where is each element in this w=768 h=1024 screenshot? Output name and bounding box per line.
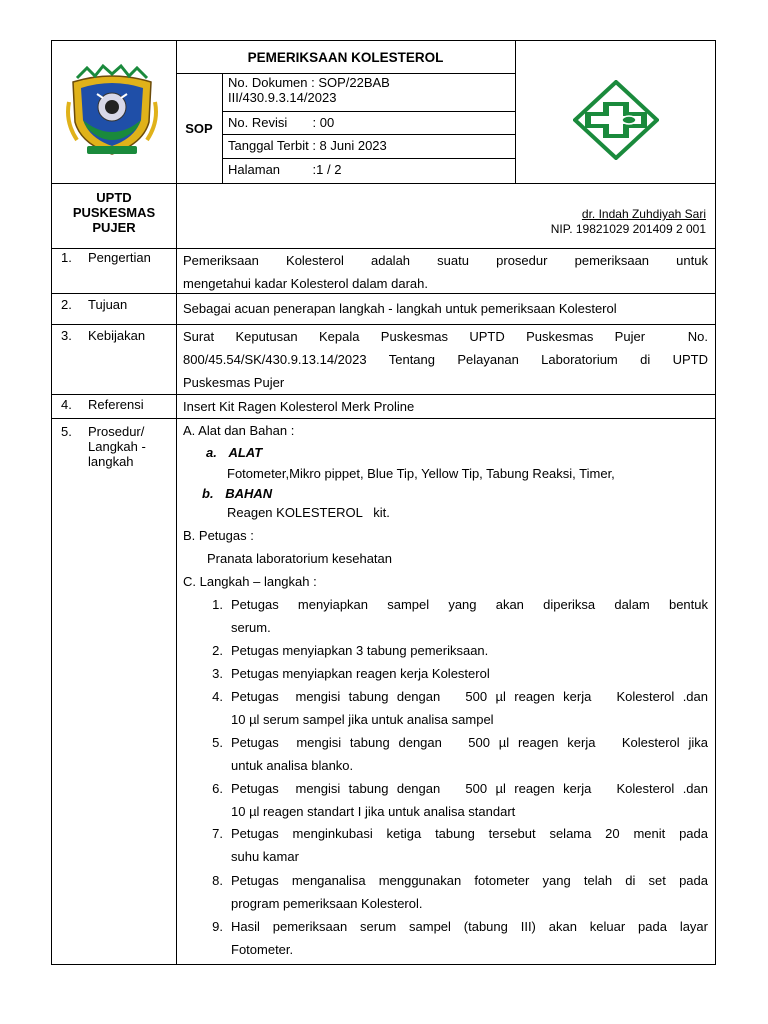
- prosedur-heading-b: B. Petugas :: [183, 528, 254, 543]
- col-divider-sop: [222, 73, 223, 183]
- section-content-referensi: Insert Kit Ragen Kolesterol Merk Proline: [183, 399, 415, 414]
- alat-label: ALAT: [228, 445, 263, 460]
- signatory-name: dr. Indah Zuhdiyah Sari: [581, 207, 706, 221]
- step-number: 8.: [212, 873, 223, 888]
- pengertian-line2: mengetahui kadar Kolesterol dalam darah.: [183, 276, 428, 291]
- signatory-block: [551, 207, 706, 237]
- step-number: 3.: [212, 666, 223, 681]
- alat-item: [206, 441, 262, 464]
- step-text-line1: Petugas menyiapkan 3 tabung pemeriksaan.: [231, 643, 489, 658]
- section-content-pengertian: [183, 249, 708, 295]
- kebijakan-line2: 800/45.54/SK/430.9.13.14/2023 Tentang Pelayanan Laboratorium di UPTD: [183, 352, 708, 367]
- section-number: 4.: [61, 397, 72, 412]
- step-text-line1: Petugas menganalisa menggunakan fotometer yang telah di set pada: [231, 873, 708, 888]
- pengertian-line1: Pemeriksaan Kolesterol adalah suatu prosedur pemeriksaan untuk: [183, 253, 708, 268]
- tanggal-terbit: Tanggal Terbit : 8 Juni 2023: [228, 138, 387, 153]
- section-content-kebijakan: [183, 325, 708, 394]
- step-item: [203, 593, 708, 639]
- step-item: [203, 685, 708, 731]
- step-text-line2: 10 µl reagen standart I jika untuk analisa standart: [231, 804, 516, 819]
- step-item: [203, 639, 708, 662]
- row-divider-terbit: [222, 158, 515, 159]
- step-text-line2: program pemeriksaan Kolesterol.: [231, 896, 423, 911]
- section-label-referensi: Referensi: [88, 397, 144, 412]
- step-number: 5.: [212, 735, 223, 750]
- section-number: 3.: [61, 328, 72, 343]
- kebijakan-line3: Puskesmas Pujer: [183, 375, 285, 390]
- row-divider-title: [176, 73, 515, 74]
- puskesmas-green-cross-logo: [573, 80, 659, 160]
- step-number: 4.: [212, 689, 223, 704]
- prosedur-heading-a: A. Alat dan Bahan :: [183, 423, 295, 438]
- institution-line1: UPTD: [96, 190, 132, 205]
- section-number: 1.: [61, 250, 72, 265]
- step-number: 1.: [212, 597, 223, 612]
- step-text-line1: Petugas menginkubasi ketiga tabung tersebut selama 20 menit pada: [231, 826, 708, 841]
- halaman: Halaman :1 / 2: [228, 162, 342, 177]
- step-item: [203, 777, 708, 823]
- step-item: [203, 869, 708, 915]
- section-number: 5.: [61, 424, 72, 439]
- step-text-line1: Petugas mengisi tabung dengan 500 µl reagen kerja Kolesterol .dan: [231, 781, 708, 796]
- petugas-text: Pranata laboratorium kesehatan: [207, 551, 393, 566]
- institution-line2: PUSKESMAS: [72, 205, 156, 220]
- step-number: 2.: [212, 643, 223, 658]
- step-text-line1: Petugas mengisi tabung dengan 500 µl reagen kerja Kolesterol .dan: [231, 689, 708, 704]
- kebijakan-line1: Surat Keputusan Kepala Puskesmas UPTD Puskesmas Pujer No.: [183, 329, 708, 344]
- step-item: [203, 822, 708, 868]
- step-number: 6.: [212, 781, 223, 796]
- bahan-text: Reagen KOLESTEROL kit.: [227, 505, 390, 520]
- alat-marker: a.: [206, 445, 217, 460]
- document-title: PEMERIKSAAN KOLESTEROL: [247, 49, 444, 65]
- step-text-line1: Hasil pemeriksaan serum sampel (tabung III) akan keluar pada layar: [231, 919, 708, 934]
- step-item: [203, 662, 708, 685]
- prosedur-label-line3: langkah: [88, 454, 134, 469]
- prosedur-label-line1: Prosedur/: [88, 424, 145, 439]
- section-label-pengertian: Pengertian: [88, 250, 151, 265]
- step-text-line2: untuk analisa blanko.: [231, 758, 354, 773]
- prosedur-heading-c: C. Langkah – langkah :: [183, 574, 317, 589]
- step-text-line2: Fotometer.: [231, 942, 294, 957]
- step-text-line1: Petugas menyiapkan reagen kerja Kolesterol: [231, 666, 490, 681]
- regency-coat-of-arms-logo: [63, 62, 161, 162]
- step-text-line1: Petugas mengisi tabung dengan 500 µl reagen kerja Kolesterol jika: [231, 735, 708, 750]
- no-dokumen-line1: No. Dokumen : SOP/22BAB: [228, 75, 390, 90]
- institution-line3: PUJER: [92, 220, 136, 235]
- institution-name: [52, 190, 176, 235]
- step-number: 7.: [212, 826, 223, 841]
- step-item: [203, 915, 708, 961]
- bahan-label: BAHAN: [225, 486, 273, 501]
- alat-text: Fotometer,Mikro pippet, Blue Tip, Yellow Tip, Tabung Reaksi, Timer,: [227, 466, 615, 481]
- step-text-line1: Petugas menyiapkan sampel yang akan diperiksa dalam bentuk: [231, 597, 708, 612]
- step-text-line2: 10 µl serum sampel jika untuk analisa sampel: [231, 712, 494, 727]
- no-dokumen: [228, 75, 390, 105]
- section-content-tujuan: Sebagai acuan penerapan langkah - langkah untuk pemeriksaan Kolesterol: [183, 301, 617, 316]
- section-label-kebijakan: Kebijakan: [88, 328, 146, 343]
- row-divider-revisi: [222, 134, 515, 135]
- section-label-prosedur: [88, 424, 146, 469]
- step-item: [203, 731, 708, 777]
- row-divider-dokumen: [222, 111, 515, 112]
- step-text-line2: suhu kamar: [231, 849, 299, 864]
- sop-label: SOP: [185, 121, 213, 136]
- no-dokumen-line2: III/430.9.3.14/2023: [228, 90, 337, 105]
- signatory-nip: NIP. 19821029 201409 2 001: [550, 222, 706, 236]
- no-revisi: No. Revisi : 00: [228, 115, 335, 130]
- step-text-line2: serum.: [231, 620, 271, 635]
- section-number: 2.: [61, 297, 72, 312]
- section-label-tujuan: Tujuan: [88, 297, 128, 312]
- row-divider-header: [51, 183, 716, 184]
- col-divider-right: [515, 40, 516, 183]
- step-number: 9.: [212, 919, 223, 934]
- prosedur-label-line2: Langkah -: [88, 439, 146, 454]
- bahan-marker: b.: [202, 486, 214, 501]
